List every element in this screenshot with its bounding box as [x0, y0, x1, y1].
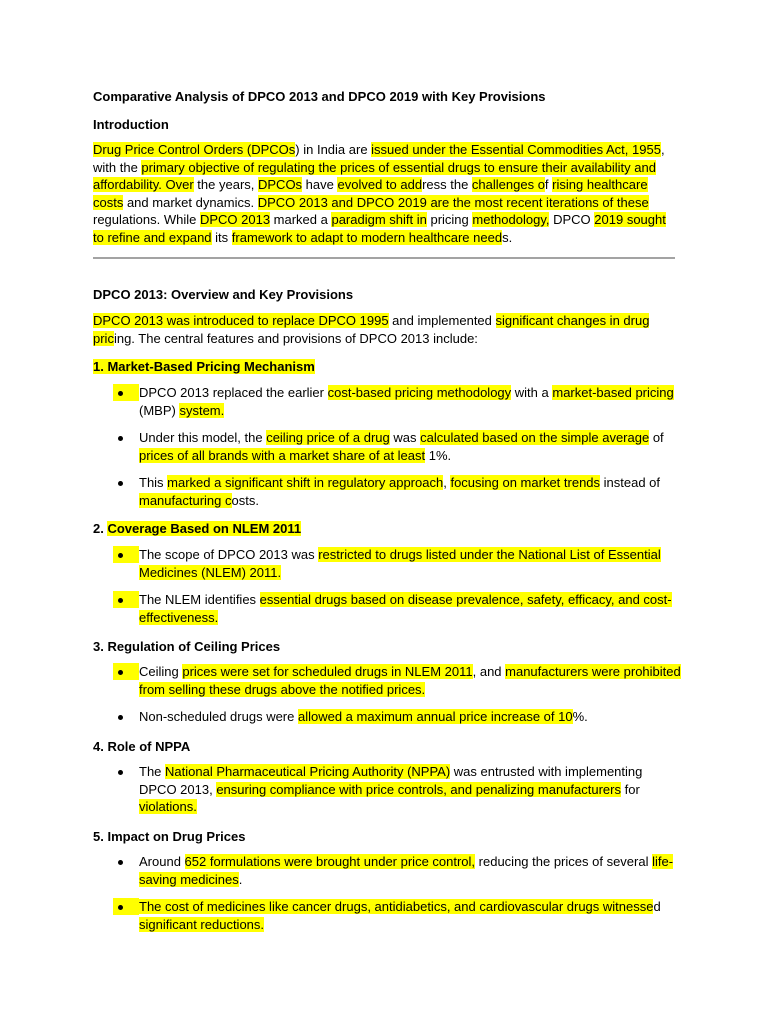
highlighted-text: life-saving medicines: [139, 854, 674, 887]
document-title: Comparative Analysis of DPCO 2013 and DPCO 2019 with Key Provisions: [93, 89, 546, 104]
text-run: marked a: [270, 212, 332, 228]
text-run: 1%.: [425, 447, 452, 463]
bullet-list-nlem-coverage: [93, 546, 683, 626]
highlighted-text: The cost of medicines like cancer drugs, antidiabetics, and cardiovascular drugs witnesse: [139, 899, 654, 915]
text-run: of: [649, 430, 664, 446]
highlighted-text: market-based pricing: [552, 385, 674, 400]
bullet-dot-icon: [113, 474, 139, 491]
intro-paragraph: [93, 141, 678, 247]
text-run: s.: [502, 229, 513, 245]
highlighted-text: framework to adapt to modern healthcare need: [231, 229, 503, 245]
section-heading-market-based-pricing: [93, 358, 315, 375]
bullet-list-nppa-role: [93, 763, 683, 816]
bullet-item: [93, 663, 683, 698]
text-run: ) in India are: [295, 142, 372, 157]
text-run: osts.: [231, 492, 259, 508]
text-run: Ceiling: [139, 664, 183, 679]
highlighted-text: DPCO 2013 and DPCO 2019 are the most recent iterations of these: [257, 194, 649, 210]
text-run: The: [139, 764, 166, 779]
highlighted-text: primary objective of regulating the prices of essential drugs to ensure their availability and affordability. Over: [93, 159, 656, 193]
highlighted-text: ceiling price of a drug: [266, 430, 390, 446]
text-run: The scope of DPCO 2013 was: [139, 547, 319, 562]
text-run: and market dynamics.: [123, 194, 258, 210]
text-run: ,: [443, 475, 451, 491]
bullet-dot-icon: [113, 546, 139, 563]
text-run: 3. Regulation of Ceiling Prices: [93, 639, 281, 654]
highlighted-text: ensuring compliance with price controls, and penalizing manufacturers: [216, 781, 621, 797]
highlighted-text: marked a significant shift in regulatory approach: [167, 475, 444, 491]
highlighted-text: system.: [179, 402, 225, 418]
highlighted-text: significant changes in drug pric: [93, 313, 650, 346]
text-run: was: [389, 430, 421, 446]
text-run: DPCO: [549, 212, 595, 228]
bullet-dot-icon: [113, 708, 139, 725]
bullet-item: [93, 898, 683, 933]
text-run: 4. Role of NPPA: [93, 739, 191, 754]
text-run: reducing the prices of several: [475, 854, 653, 869]
bullet-item: [93, 853, 683, 888]
bullet-dot-icon: [113, 763, 139, 780]
bullet-item: [93, 384, 683, 419]
text-run: instead of: [600, 475, 661, 491]
text-run: f: [544, 177, 553, 193]
highlighted-text: 652 formulations were brought under price control,: [184, 854, 476, 869]
text-run: ress the: [422, 177, 472, 193]
dpco2013-heading: DPCO 2013: Overview and Key Provisions: [93, 287, 354, 302]
text-run: pricing: [426, 212, 473, 228]
highlighted-text: rising healthcare costs: [93, 177, 648, 210]
text-run: 2.: [93, 521, 108, 536]
highlighted-text: violations.: [139, 799, 197, 815]
highlighted-text: manufacturing c: [139, 492, 232, 508]
intro-heading: Introduction: [93, 117, 169, 132]
dpco2013-paragraph: [93, 312, 678, 347]
bullet-item: [93, 474, 683, 509]
section-heading-drug-price-impact: [93, 828, 245, 845]
text-run: the years,: [193, 177, 258, 193]
highlighted-text: paradigm shift in: [331, 212, 427, 228]
text-run: The NLEM identifies: [139, 592, 260, 608]
text-run: was entrusted with implementing DPCO 2013,: [139, 764, 643, 797]
text-run: This: [139, 475, 168, 491]
highlighted-text: restricted to drugs listed under the National List of Essential Medicines (NLEM) 2011.: [139, 547, 661, 580]
highlighted-text: 2019 sought to refine and expand: [93, 212, 666, 245]
highlighted-text: DPCO 2013 was introduced to replace DPCO 1995: [93, 313, 389, 328]
bullet-dot-icon: [113, 384, 139, 401]
section-heading-nppa-role: [93, 738, 190, 755]
text-run: DPCO 2013 replaced the earlier: [139, 385, 328, 400]
highlighted-text: essential drugs based on disease prevalence, safety, efficacy, and cost-effectiveness.: [139, 592, 672, 625]
highlighted-text: cost-based pricing methodology: [327, 385, 512, 400]
section-divider: [93, 257, 675, 259]
text-run: its: [211, 229, 232, 245]
bullet-dot-icon: [113, 591, 139, 608]
bullet-item: [93, 763, 683, 816]
bullet-item: [93, 591, 683, 626]
highlighted-text: prices of all brands with a market share of at least: [139, 447, 426, 463]
text-run: Around: [139, 854, 185, 869]
text-run: , with the: [93, 142, 665, 175]
bullet-list-drug-price-impact: [93, 853, 683, 933]
section-heading-nlem-coverage: [93, 520, 301, 537]
text-run: Under this model, the: [139, 430, 267, 446]
highlighted-text: allowed a maximum annual price increase of 10: [297, 709, 573, 725]
text-run: have: [302, 177, 338, 193]
text-run: with a: [511, 385, 553, 400]
highlighted-text: 1. Market-Based Pricing Mechanism: [93, 359, 315, 374]
bullet-item: [93, 708, 683, 726]
bullet-item: [93, 429, 683, 464]
text-run: .: [238, 871, 243, 887]
text-run: d: [653, 899, 661, 915]
text-run: 5. Impact on Drug Prices: [93, 829, 246, 844]
highlighted-text: evolved to add: [337, 177, 423, 193]
text-run: %.: [572, 709, 588, 725]
highlighted-text: methodology,: [472, 212, 550, 228]
highlighted-text: significant reductions.: [139, 916, 265, 932]
highlighted-text: Drug Price Control Orders (DPCOs: [93, 142, 296, 157]
highlighted-text: prices were set for scheduled drugs in NLEM 2011: [182, 664, 473, 679]
text-run: and implemented: [388, 313, 496, 328]
highlighted-text: Coverage Based on NLEM 2011: [107, 521, 302, 536]
highlighted-text: DPCO 2013: [199, 212, 271, 228]
section-heading-ceiling-prices: [93, 638, 280, 655]
highlighted-text: DPCOs: [258, 177, 303, 193]
highlighted-text: challenges o: [471, 177, 545, 193]
highlighted-text: National Pharmaceutical Pricing Authority (NPPA): [165, 764, 451, 779]
text-run: regulations. While: [93, 212, 200, 228]
highlighted-text: manufacturers were prohibited from selling these drugs above the notified prices.: [139, 664, 681, 697]
bullet-dot-icon: [113, 853, 139, 870]
highlighted-text: focusing on market trends: [450, 475, 601, 491]
text-run: for: [621, 781, 640, 797]
bullet-list-market-based-pricing: [93, 384, 683, 510]
text-run: ing. The central features and provisions of DPCO 2013 include:: [113, 330, 478, 346]
bullet-dot-icon: [113, 898, 139, 915]
highlighted-text: calculated based on the simple average: [420, 430, 650, 446]
highlighted-text: issued under the Essential Commodities Act, 1955: [371, 142, 661, 157]
bullet-list-ceiling-prices: [93, 663, 683, 726]
bullet-item: [93, 546, 683, 581]
text-run: , and: [472, 664, 506, 679]
text-run: (MBP): [139, 402, 180, 418]
bullet-dot-icon: [113, 663, 139, 680]
bullet-dot-icon: [113, 429, 139, 446]
text-run: Non-scheduled drugs were: [139, 709, 298, 725]
